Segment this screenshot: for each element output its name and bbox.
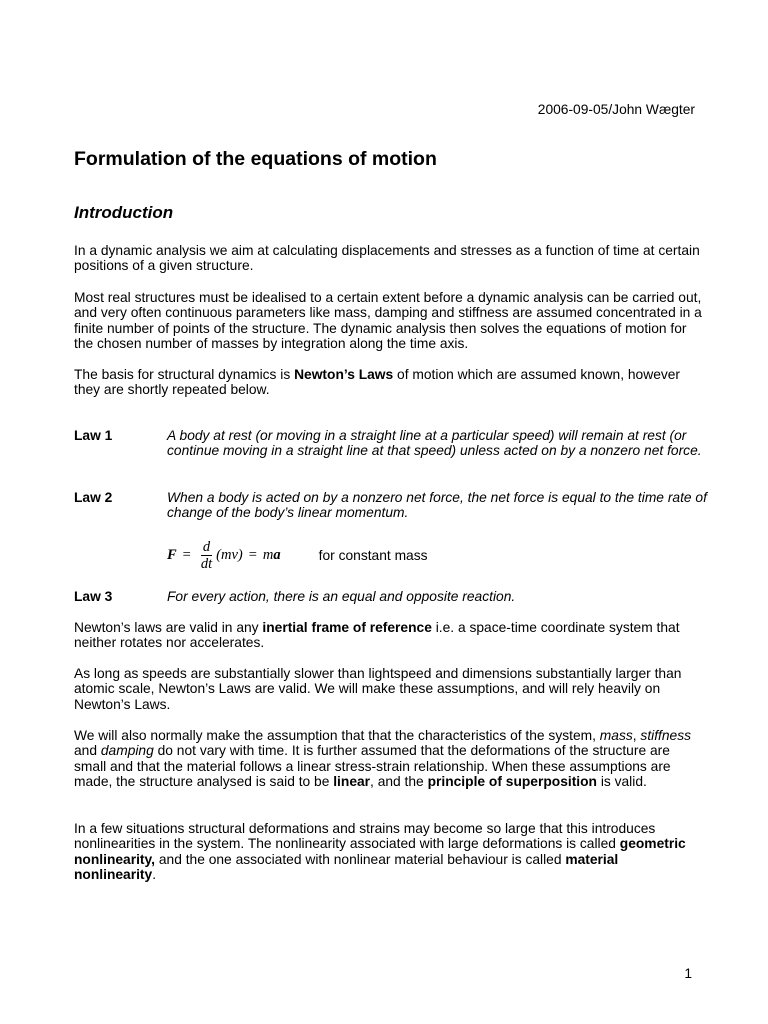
law-2-text: When a body is acted on by a nonzero net force, the net force is equal to the time rate of change of the body’s linear momentum. bbox=[167, 490, 707, 521]
date-author: 2006-09-05/John Wægter bbox=[537, 102, 695, 117]
formula-derivative bbox=[199, 539, 214, 572]
paragraph-nonlinearity bbox=[74, 821, 704, 883]
p4-text-start: Newton’s laws are valid in any bbox=[74, 620, 263, 635]
formula-note: for constant mass bbox=[318, 547, 428, 563]
p7-text-c: . bbox=[152, 867, 157, 883]
formula-equals-2: = bbox=[248, 546, 257, 563]
intro-paragraph-3 bbox=[74, 367, 704, 398]
law-1-text: A body at rest (or moving in a straight line at a particular speed) will remain at rest (or continue moving in a straight line at that speed) unless acted on by a nonzero net force. bbox=[167, 428, 702, 459]
law-2-label: Law 2 bbox=[74, 490, 113, 505]
momentum-formula bbox=[167, 535, 428, 575]
mass-term: mass bbox=[599, 728, 633, 743]
formula-mass: m bbox=[262, 546, 274, 563]
page-number: 1 bbox=[684, 966, 692, 981]
p6-text-a: We will also normally make the assumption that that the characteristics of the system, bbox=[74, 728, 600, 743]
p6-text-e: , and the bbox=[370, 774, 428, 790]
paragraph-linear-assumptions bbox=[74, 728, 704, 790]
p6-text-c: and bbox=[74, 743, 101, 759]
stiffness-term: stiffness bbox=[640, 728, 692, 743]
formula-equals-1: = bbox=[182, 546, 191, 563]
inertial-frame-term: inertial frame of reference bbox=[262, 620, 432, 635]
p6-text-b: , bbox=[632, 728, 641, 743]
law-3-text: For every action, there is an equal and opposite reaction. bbox=[167, 589, 516, 604]
paragraph-inertial-frame bbox=[74, 620, 704, 651]
newtons-laws-term: Newton’s Laws bbox=[294, 367, 394, 382]
formula-acceleration: a bbox=[273, 546, 281, 563]
p7-text-b: and the one associated with nonlinear material behaviour is called bbox=[155, 851, 566, 867]
material-nonlinearity-term: material nonlinearity bbox=[74, 851, 619, 883]
intro-paragraph-2: Most real structures must be idealised to a certain extent before a dynamic analysis can be carried out, and very often continuous parameters like mass, damping and stiffness are assumed concentrated in a finite number of points of the structure. The dynamic analysis then solves the equations of motion for the chosen number of masses by integration along the time axis. bbox=[74, 290, 702, 352]
intro-paragraph-1: In a dynamic analysis we aim at calculating displacements and stresses as a function of time at certain positions of a given structure. bbox=[74, 243, 700, 274]
p6-text-d: do not vary with time. It is further assumed that the deformations of the structure are small and that the material follows a linear stress-strain relationship. When these assumptions are made, the structure analysed is said to be bbox=[74, 743, 671, 790]
superposition-term: principle of superposition bbox=[427, 774, 597, 790]
law-1-label: Law 1 bbox=[74, 428, 113, 443]
paragraph-speeds: As long as speeds are substantially slower than lightspeed and dimensions substantially larger than atomic scale, Newton’s Laws are valid. We will make these assumptions, and will rely heavily on Newton’s Laws. bbox=[74, 666, 682, 712]
formula-force: F bbox=[167, 546, 177, 563]
page-title: Formulation of the equations of motion bbox=[74, 148, 437, 170]
formula-denominator: dt bbox=[200, 555, 213, 572]
p3-text-end: of motion which are assumed known, however they are shortly repeated below. bbox=[74, 367, 681, 398]
linear-term: linear bbox=[333, 774, 371, 790]
law-3-label: Law 3 bbox=[74, 589, 113, 604]
p3-text-start: The basis for structural dynamics is bbox=[74, 367, 295, 382]
p7-text-a: In a few situations structural deformations and strains may become so large that this introduces nonlinearities in the system. The nonlinearity associated with large deformations is called bbox=[74, 821, 656, 852]
section-heading: Introduction bbox=[74, 203, 174, 222]
formula-numerator: d bbox=[202, 538, 211, 555]
geometric-nonlinearity-term: geometric nonlinearity, bbox=[74, 836, 686, 867]
p4-text-end: i.e. a space-time coordinate system that neither rotates nor accelerates. bbox=[74, 620, 680, 651]
formula-momentum: (mv) bbox=[216, 546, 243, 563]
damping-term: damping bbox=[100, 743, 154, 759]
p6-text-f: is valid. bbox=[596, 774, 647, 790]
